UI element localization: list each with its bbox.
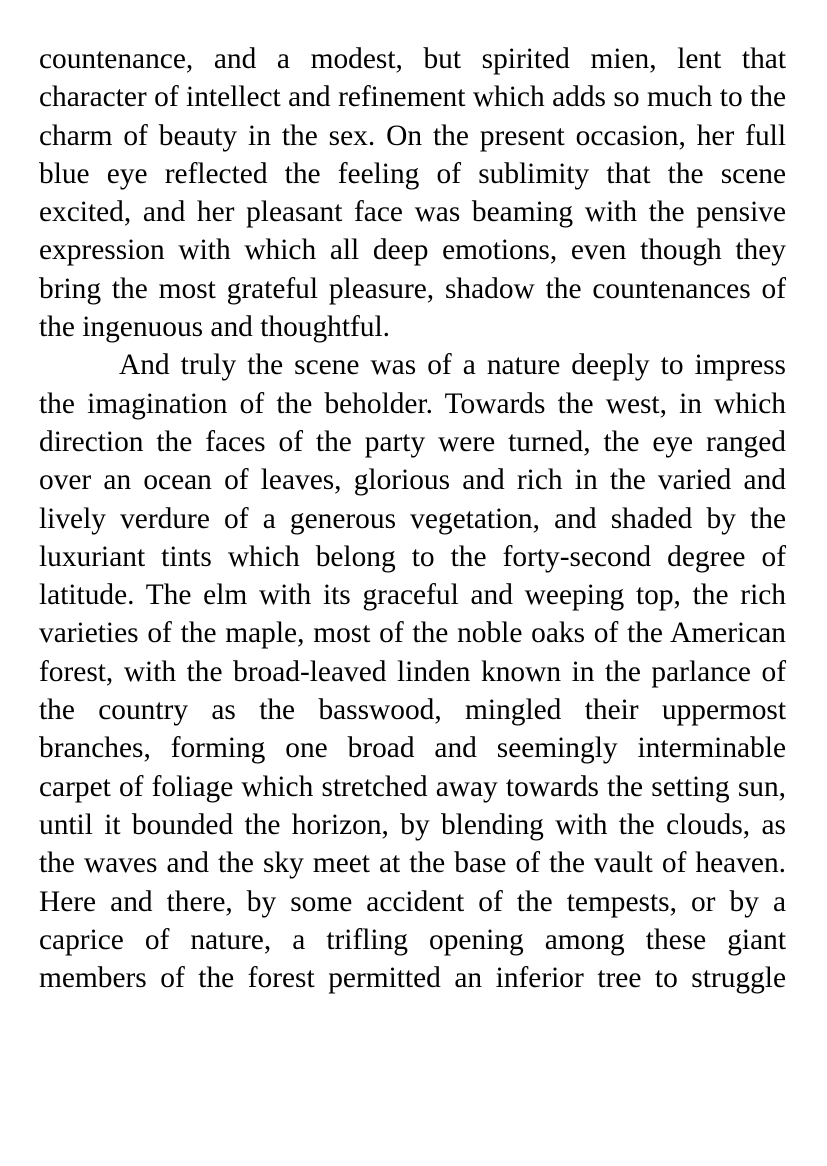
paragraph-continued: countenance, and a modest, but spirited mien, lent that character of intellect and refinement which adds so much to the charm of beauty in the sex. On the present occasion, her full blue eye reflected the feeling of sublimity that the scene excited, and her pleasant face was beaming with the pensive expression with which all deep emotions, even though they bring the most grateful pleasure, shadow the countenances of the ingenuous and thoughtful.	[39, 43, 786, 344]
paragraph-scene-description: And truly the scene was of a nature deeply to impress the imagination of the beholder. Towards the west, in which direction the faces of the party were turned, the eye ranged over an ocean of leaves, glorious and rich in the varied and lively verdure of a generous vegetation, and shaded by the luxuriant tints which belong to the forty-second degree of latitude. The elm with its graceful and weeping top, the rich varieties of the maple, most of the noble oaks of the American forest, with the broad-leaved linden known in the parlance of the country as the basswood, mingled their uppermost branches, forming one broad and seemingly interminable carpet of foliage which stretched away towards the setting sun, until it bounded the horizon, by blending with the clouds, as the waves and the sky meet at the base of the vault of heaven. Here and there, by some accident of the tempests, or by a caprice of nature, a trifling opening among these giant members of the forest permitted an inferior tree to struggle	[39, 349, 786, 995]
document-page	[39, 40, 786, 997]
